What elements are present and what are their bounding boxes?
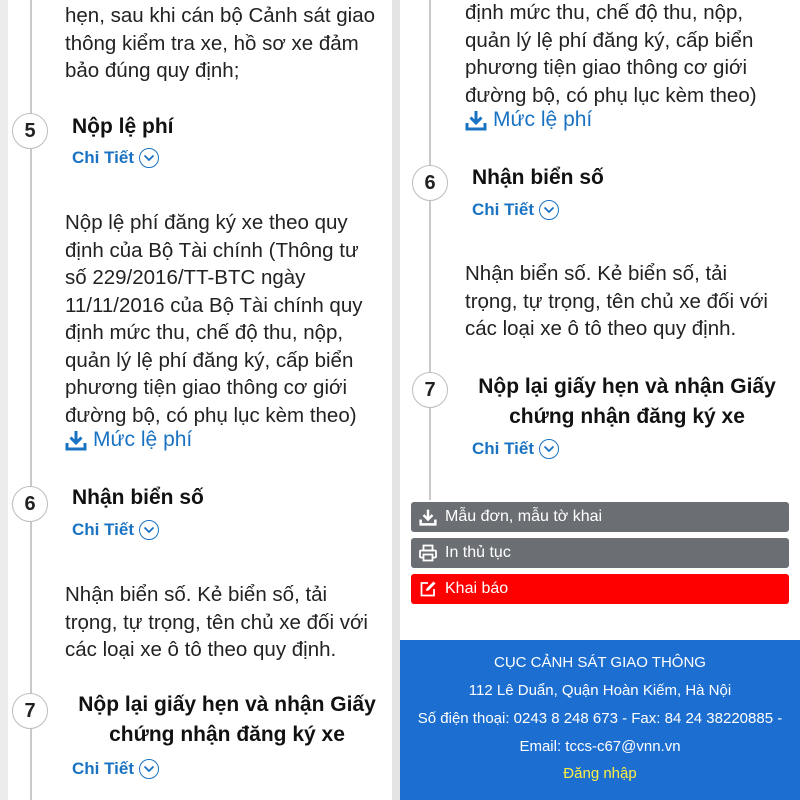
footer (400, 640, 800, 800)
detail-label: Chi Tiết (72, 148, 135, 167)
fee-link[interactable] (465, 108, 592, 132)
chevron-down-icon (539, 439, 559, 459)
footer-address: 112 Lê Duẩn, Quận Hoàn Kiếm, Hà Nội (468, 682, 732, 699)
print-procedure-button[interactable] (411, 538, 789, 568)
step5-body-text: Nộp lệ phí đăng ký xe theo quy định của Bộ Tài chính (Thông tư số 229/2016/TT-BTC ngày 11/11/2016 của Bộ Tài chính quy định mức thu, chế độ thu, nộp, quản lý lệ phí đăng ký, cấp biển phương tiện giao thông cơ giới đường bộ, có phụ lục kèm theo) (65, 211, 363, 427)
fee-link-label: Mức lệ phí (93, 428, 193, 451)
declare-label: Khai báo (445, 580, 509, 597)
forms-download-label: Mẫu đơn, mẫu tờ khai (445, 508, 603, 525)
step5-body-text: định mức thu, chế độ thu, nộp, quản lý lệ phí đăng ký, cấp biển phương tiện giao thông cơ giới đường bộ, có phụ lục kèm theo) (465, 1, 757, 107)
detail-toggle-step7[interactable] (72, 759, 159, 779)
step-number-6: 6 (412, 165, 448, 201)
forms-download-button[interactable] (411, 502, 789, 532)
footer-phone: Số điện thoại: 0243 8 248 673 - Fax: 84 24 38220885 - (417, 710, 783, 727)
step-number-7: 7 (412, 372, 448, 408)
print-procedure-label: In thủ tục (445, 544, 511, 561)
detail-toggle-step7[interactable] (472, 439, 559, 459)
step6-body-text: Nhận biển số. Kẻ biển số, tải trọng, tự trọng, tên chủ xe đối với các loại xe ô tô theo quy định. (465, 262, 768, 340)
chevron-down-icon (139, 148, 159, 168)
step-title-5: Nộp lệ phí (72, 115, 174, 138)
left-pane (8, 0, 392, 800)
step-title-7: Nộp lại giấy hẹn và nhận Giấy chứng nhận đăng ký xe (478, 375, 776, 428)
step-title-6: Nhận biển số (72, 486, 204, 509)
step-title-6: Nhận biển số (472, 166, 604, 189)
fee-link-label: Mức lệ phí (493, 108, 593, 131)
step4-body-text: hẹn, sau khi cán bộ Cảnh sát giao thông kiểm tra xe, hồ sơ xe đảm bảo đúng quy định; (65, 4, 375, 82)
detail-toggle-step6[interactable] (72, 520, 159, 540)
printer-icon (419, 544, 437, 562)
chevron-down-icon (139, 759, 159, 779)
step-title-7: Nộp lại giấy hẹn và nhận Giấy chứng nhận đăng ký xe (78, 693, 376, 746)
download-icon (65, 429, 87, 451)
step-number-5: 5 (12, 113, 48, 149)
detail-label: Chi Tiết (72, 759, 135, 778)
edit-icon (419, 580, 437, 598)
login-link[interactable]: Đăng nhập (563, 765, 637, 782)
fee-link[interactable] (65, 428, 192, 452)
timeline-line (429, 0, 431, 500)
step-number-6: 6 (12, 486, 48, 522)
download-icon (419, 508, 437, 526)
detail-label: Chi Tiết (72, 520, 135, 539)
detail-label: Chi Tiết (472, 200, 535, 219)
step6-body-text: Nhận biển số. Kẻ biển số, tải trọng, tự trọng, tên chủ xe đối với các loại xe ô tô theo quy định. (65, 583, 368, 661)
detail-toggle-step6[interactable] (472, 200, 559, 220)
pane-divider (392, 0, 400, 800)
chevron-down-icon (539, 200, 559, 220)
download-icon (465, 109, 487, 131)
chevron-down-icon (139, 520, 159, 540)
step-number-7: 7 (12, 693, 48, 729)
detail-label: Chi Tiết (472, 439, 535, 458)
detail-toggle-step5[interactable] (72, 148, 159, 168)
footer-org-name: CỤC CẢNH SÁT GIAO THÔNG (494, 654, 706, 671)
declare-button[interactable] (411, 574, 789, 604)
footer-email: Email: tccs-c67@vnn.vn (519, 738, 681, 755)
